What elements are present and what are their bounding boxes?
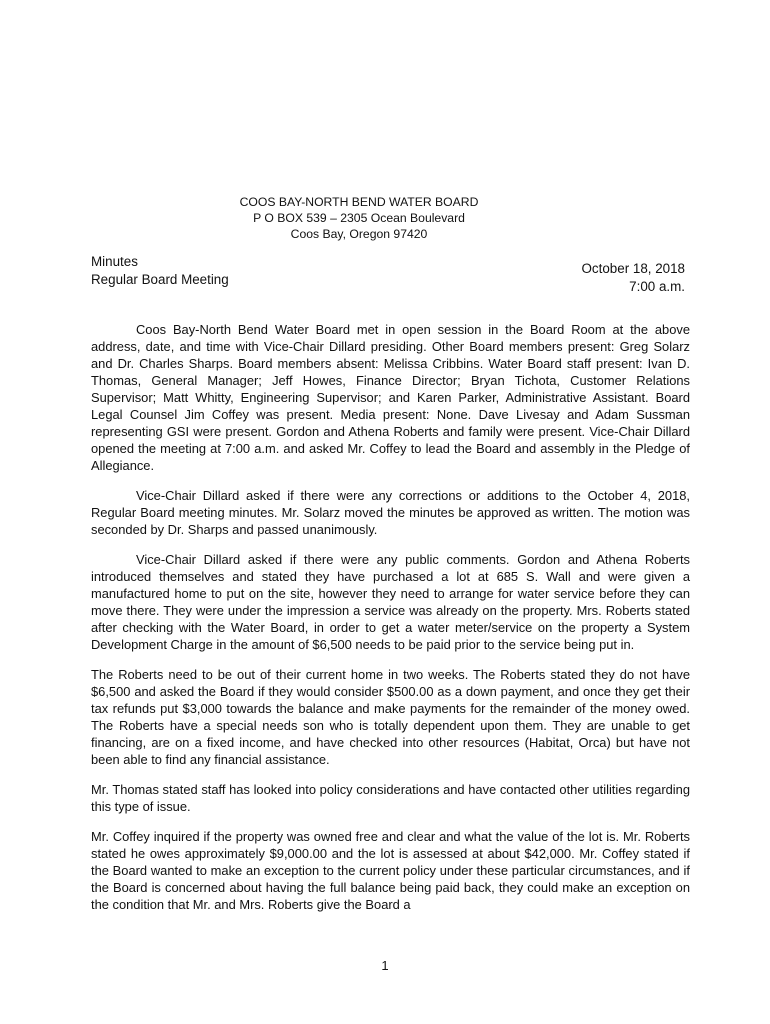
- paragraph-counsel-discussion: Mr. Coffey inquired if the property was owned free and clear and what the value of the lot is. Mr. Roberts stated he owes approximately $9,000.00 and the lot is assessed at about $42,000. Mr. Coffey stated if the Board wanted to make an exception to the current policy under these particular circumstances, and if the Board is concerned about having the full balance being paid back, they could make an exception on the condition that Mr. and Mrs. Roberts give the Board a: [91, 829, 690, 912]
- meeting-time: 7:00 a.m.: [629, 279, 685, 294]
- address-line-1: P O BOX 539 – 2305 Ocean Boulevard: [253, 211, 465, 225]
- paragraph-attendance: Coos Bay-North Bend Water Board met in open session in the Board Room at the above address, date, and time with Vice-Chair Dillard presiding. Other Board members present: Greg Solarz and Dr. Charles Sharps. Board members absent: Melissa Cribbins. Water Board staff present: Ivan D. Thomas, General Manager; Jeff Howes, Finance Director; Bryan Tichota, Customer Relations Supervisor; Matt Whitty, Engineering Supervisor; and Karen Parker, Administrative Assistant. Board Legal Counsel Jim Coffey was present. Media present: None. Dave Livesay and Adam Sussman representing GSI were present. Gordon and Athena Roberts and family were present. Vice-Chair Dillard opened the meeting at 7:00 a.m. and asked Mr. Coffey to lead the Board and assembly in the Pledge of Allegiance.: [91, 322, 690, 473]
- letterhead: [0, 194, 718, 242]
- minutes-body: [91, 321, 690, 926]
- paragraph-minutes-approval: Vice-Chair Dillard asked if there were any corrections or additions to the October 4, 2018, Regular Board meeting minutes. Mr. Solarz moved the minutes be approved as written. The motion was seconded by Dr. Sharps and passed unanimously.: [91, 488, 690, 537]
- meeting-type: Regular Board Meeting: [91, 272, 229, 287]
- page-number: 1: [381, 958, 389, 973]
- document-type: Minutes: [91, 254, 138, 269]
- paragraph-staff-review: Mr. Thomas stated staff has looked into policy considerations and have contacted other utilities regarding this type of issue.: [91, 782, 690, 814]
- meeting-date: October 18, 2018: [581, 261, 685, 276]
- paragraph-roberts-request: The Roberts need to be out of their current home in two weeks. The Roberts stated they do not have $6,500 and asked the Board if they would consider $500.00 as a down payment, and once they get their tax refunds put $3,000 towards the balance and make payments for the remainder of the money owed. The Roberts have a special needs son who is totally dependent upon them. They are unable to get financing, are on a fixed income, and have checked into other resources (Habitat, Orca) but have not been able to find any financial assistance.: [91, 667, 690, 767]
- paragraph-public-comments: Vice-Chair Dillard asked if there were any public comments. Gordon and Athena Roberts introduced themselves and stated they have purchased a lot at 685 S. Wall and were given a manufactured home to put on the site, however they need to arrange for water service before they can move there. They were under the impression a service was already on the property. Mrs. Roberts stated after checking with the Water Board, in order to get a water meter/service on the property a System Development Charge in the amount of $6,500 needs to be paid prior to the service being put in.: [91, 552, 690, 652]
- meeting-datetime: [582, 260, 685, 296]
- address-line-2: Coos Bay, Oregon 97420: [290, 227, 428, 241]
- organization-name: COOS BAY-NORTH BEND WATER BOARD: [239, 195, 479, 209]
- meeting-label: [91, 253, 229, 289]
